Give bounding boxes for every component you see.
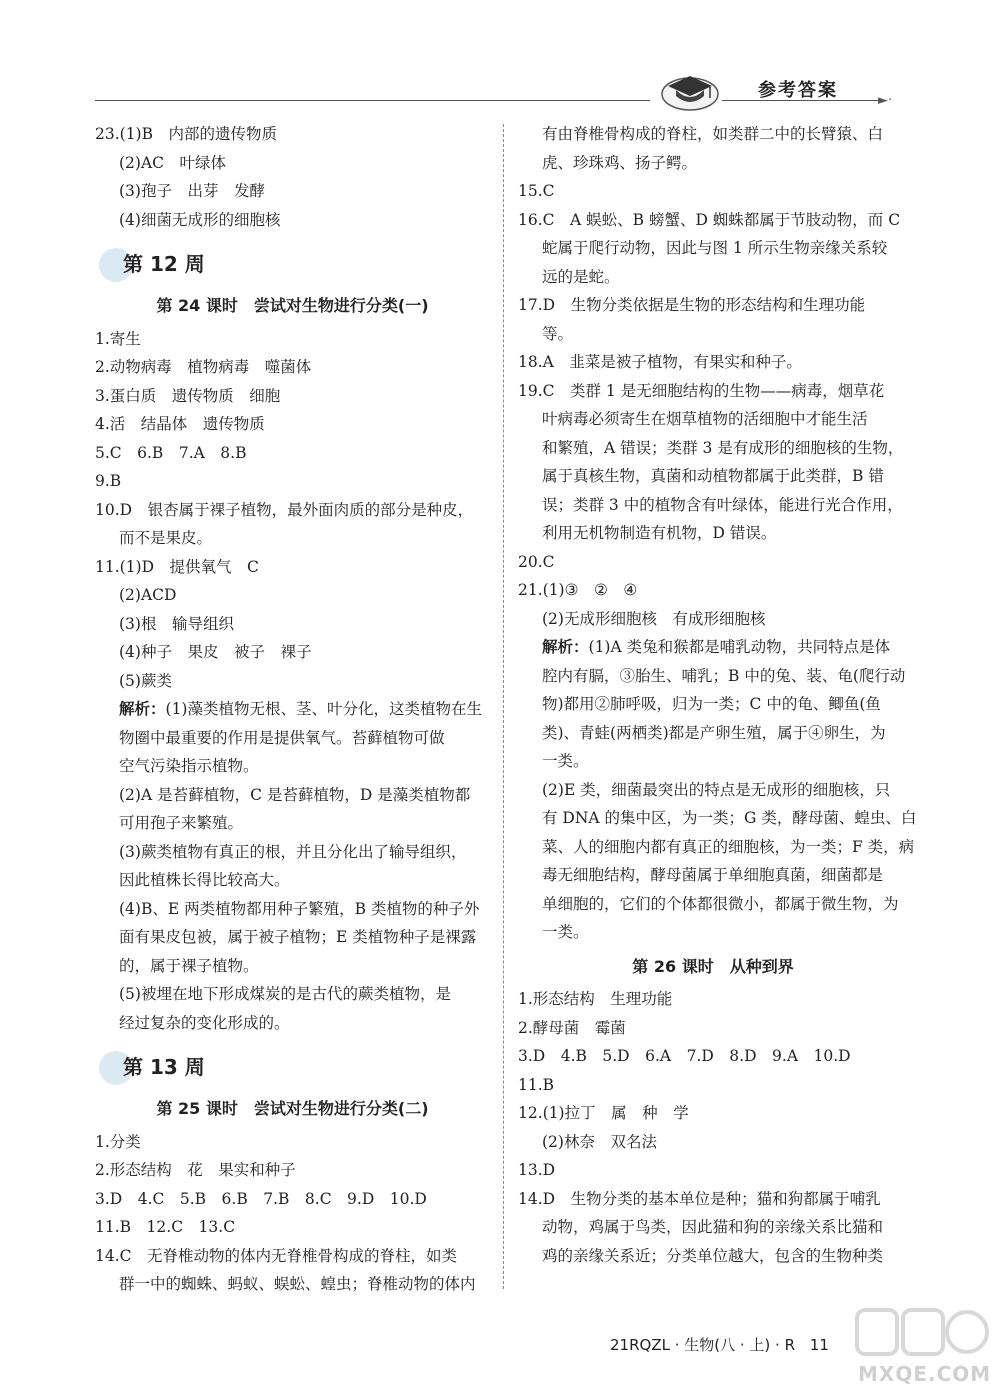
answer-continuation: 远的是蛇。	[542, 267, 620, 286]
column-divider	[503, 124, 504, 1289]
answer-line: 16.C A 蜈蚣、B 螃蟹、D 蜘蛛都属于节肢动物，而 C	[518, 210, 901, 229]
answer-continuation: 单细胞的，它们的个体都很微小，都属于微生物，为	[542, 894, 899, 913]
answer-continuation: 虎、珍珠鸡、扬子鳄。	[542, 153, 698, 172]
arrow-right-icon: ►·	[878, 93, 893, 108]
answer-line: 11.(1)D 提供氧气 C	[95, 557, 259, 576]
answer-continuation: (4)B、E 两类植物都用种子繁殖，B 类植物的种子外	[119, 899, 480, 918]
answer-continuation: (3)蕨类植物有真正的根，并且分化出了输导组织，	[119, 842, 467, 861]
analysis-label: 解析：	[542, 638, 589, 656]
answer-line: 15.C	[518, 182, 555, 200]
answer-line: 13.D	[518, 1161, 556, 1179]
answer-continuation: 空气污染指示植物。	[119, 757, 259, 775]
left-column	[95, 120, 490, 1299]
analysis-line	[518, 633, 908, 662]
answer-continuation: (3)孢子 出芽 发酵	[119, 182, 265, 200]
answer-line: 2.酵母菌 霉菌	[518, 1018, 626, 1037]
answer-line: 5.C 6.B 7.A 8.B	[95, 443, 247, 462]
answer-line: 10.D 银杏属于裸子植物，最外面肉质的部分是种皮，	[95, 500, 474, 519]
right-column	[518, 120, 917, 1270]
answer-line: 4.活 结晶体 遗传物质	[95, 415, 265, 433]
answer-continuation: 因此植株长得比较高大。	[119, 871, 290, 889]
lesson-heading: 第 25 课时 尝试对生物进行分类(二)	[156, 1099, 429, 1118]
answer-continuation: 误；类群 3 中的植物含有叶绿体，能进行光合作用，	[542, 495, 903, 514]
answer-continuation: 经过复杂的变化形成的。	[119, 1013, 290, 1032]
answer-continuation: (4)细菌无成形的细胞核	[119, 210, 281, 229]
answer-continuation: 腔内有膈，③胎生、哺乳；B 中的兔、装、龟(爬行动	[542, 666, 906, 685]
answer-continuation: 属于真核生物，真菌和动植物都属于此类群，B 错	[542, 467, 884, 485]
answer-continuation: 蛇属于爬行动物，因此与图 1 所示生物亲缘关系较	[542, 239, 888, 257]
answer-continuation: 可用孢子来繁殖。	[119, 814, 244, 832]
answer-continuation: 类)、青蛙(两栖类)都是产卵生殖，属于④卵生，为	[542, 723, 886, 742]
answer-continuation: 一类。	[542, 923, 589, 941]
header-title: 参考答案	[758, 80, 838, 101]
answer-line: 1.寄生	[95, 329, 141, 348]
answer-continuation: (2)无成形细胞核 有成形细胞核	[542, 609, 766, 628]
answer-line: 1.分类	[95, 1132, 141, 1151]
answer-continuation: 物圈中最重要的作用是提供氧气。苔藓植物可做	[119, 728, 445, 747]
answer-continuation: 毒无细胞结构，酵母菌属于单细胞真菌，细菌都是	[542, 866, 884, 884]
week-title: 第 13 周	[123, 1055, 205, 1079]
answer-line: 12.(1)拉丁 属 种 学	[518, 1104, 689, 1122]
answer-continuation: (5)被埋在地下形成煤炭的是古代的蕨类植物，是	[119, 985, 451, 1003]
answer-continuation: (5)蕨类	[119, 671, 172, 690]
answer-continuation: 等。	[542, 324, 574, 343]
answer-continuation: (4)种子 果皮 被子 裸子	[119, 643, 312, 661]
analysis-line	[95, 695, 490, 724]
analysis-text: (1)藻类植物无根、茎、叶分化，这类植物在生	[165, 700, 482, 718]
answer-continuation: (3)根 输导组织	[119, 614, 234, 633]
answer-line: 21.(1)③ ② ④	[518, 581, 638, 599]
week-heading	[95, 242, 490, 286]
page-number: 11	[809, 1336, 829, 1354]
answer-line: 2.形态结构 花 果实和种子	[95, 1161, 296, 1179]
answer-line: 3.蛋白质 遗传物质 细胞	[95, 386, 281, 405]
watermark-text: MXQE.COM	[858, 1362, 992, 1386]
answer-continuation: (2)AC 叶绿体	[119, 153, 227, 172]
answer-continuation: 一类。	[542, 752, 589, 770]
week-heading	[95, 1045, 490, 1089]
footer-book-code: 21RQZL · 生物(八 · 上) · R	[610, 1336, 795, 1354]
answer-continuation: (2)A 是苔藓植物，C 是苔藓植物，D 是藻类植物都	[119, 785, 471, 804]
answer-continuation: 物)都用②肺呼吸，归为一类；C 中的龟、鲫鱼(鱼	[542, 695, 881, 713]
answer-line: 18.A 韭菜是被子植物，有果实和种子。	[518, 353, 802, 371]
answer-line: 11.B	[518, 1075, 555, 1094]
analysis-text: (1)A 类兔和猴都是哺乳动物，共同特点是体	[588, 638, 891, 656]
answer-continuation: (2)E 类，细菌最突出的特点是无成形的细胞核，只	[542, 780, 891, 799]
answer-line: 14.D 生物分类的基本单位是种；猫和狗都属于哺乳	[518, 1189, 881, 1208]
answer-continuation: 利用无机物制造有机物，D 错误。	[542, 524, 777, 542]
answer-line: 20.C	[518, 552, 555, 571]
answer-continuation: 鸡的亲缘关系近；分类单位越大，包含的生物种类	[542, 1246, 884, 1265]
page-footer	[610, 1334, 829, 1355]
answer-continuation: 动物，鸡属于鸟类，因此猫和狗的亲缘关系比猫和	[542, 1218, 884, 1236]
answer-continuation: 有由脊椎骨构成的脊柱，如类群二中的长臂猿、白	[542, 125, 884, 143]
lesson-heading: 第 26 课时 从种到界	[632, 956, 794, 976]
answer-continuation: 面有果皮包被，属于被子植物；E 类植物种子是裸露	[119, 928, 477, 946]
answer-line: 3.D 4.B 5.D 6.A 7.D 8.D 9.A 10.D	[518, 1047, 851, 1065]
lesson-heading: 第 24 课时 尝试对生物进行分类(一)	[156, 296, 429, 315]
answer-line: 1.形态结构 生理功能	[518, 990, 673, 1008]
answer-line: 2.动物病毒 植物病毒 噬菌体	[95, 358, 312, 376]
graduation-cap-logo-icon	[660, 64, 720, 112]
answer-line: 11.B 12.C 13.C	[95, 1218, 236, 1236]
answer-continuation: 菜、人的细胞内都有真正的细胞核，为一类；F 类，病	[542, 837, 915, 856]
answer-line: 14.C 无脊椎动物的体内无脊椎骨构成的脊柱，如类	[95, 1246, 458, 1265]
analysis-label: 解析：	[119, 700, 166, 718]
answer-continuation: 和繁殖，A 错误；类群 3 是有成形的细胞核的生物，	[542, 438, 904, 457]
answer-line: 17.D 生物分类依据是生物的形态结构和生理功能	[518, 296, 866, 314]
answer-continuation: 有 DNA 的集中区，为一类；G 类，酵母菌、蝗虫、白	[542, 809, 917, 827]
answer-continuation: 的，属于裸子植物。	[119, 956, 259, 975]
week-title: 第 12 周	[123, 252, 205, 276]
answer-continuation: 群一中的蜘蛛、蚂蚁、蜈蚣、蝗虫；脊椎动物的体内	[119, 1275, 476, 1293]
answer-continuation: (2)林奈 双名法	[542, 1132, 657, 1151]
header-rule-left	[95, 100, 650, 101]
answer-line: 9.B	[95, 472, 122, 490]
answer-line: 23.(1)B 内部的遗传物质	[95, 125, 277, 143]
answer-continuation: (2)ACD	[119, 586, 177, 604]
answer-line: 3.D 4.C 5.B 6.B 7.B 8.C 9.D 10.D	[95, 1189, 427, 1208]
answer-continuation: 叶病毒必须寄生在烟草植物的活细胞中才能生活	[542, 410, 868, 428]
answer-line: 19.C 类群 1 是无细胞结构的生物——病毒，烟草花	[518, 381, 885, 400]
answer-continuation: 而不是果皮。	[119, 529, 213, 547]
